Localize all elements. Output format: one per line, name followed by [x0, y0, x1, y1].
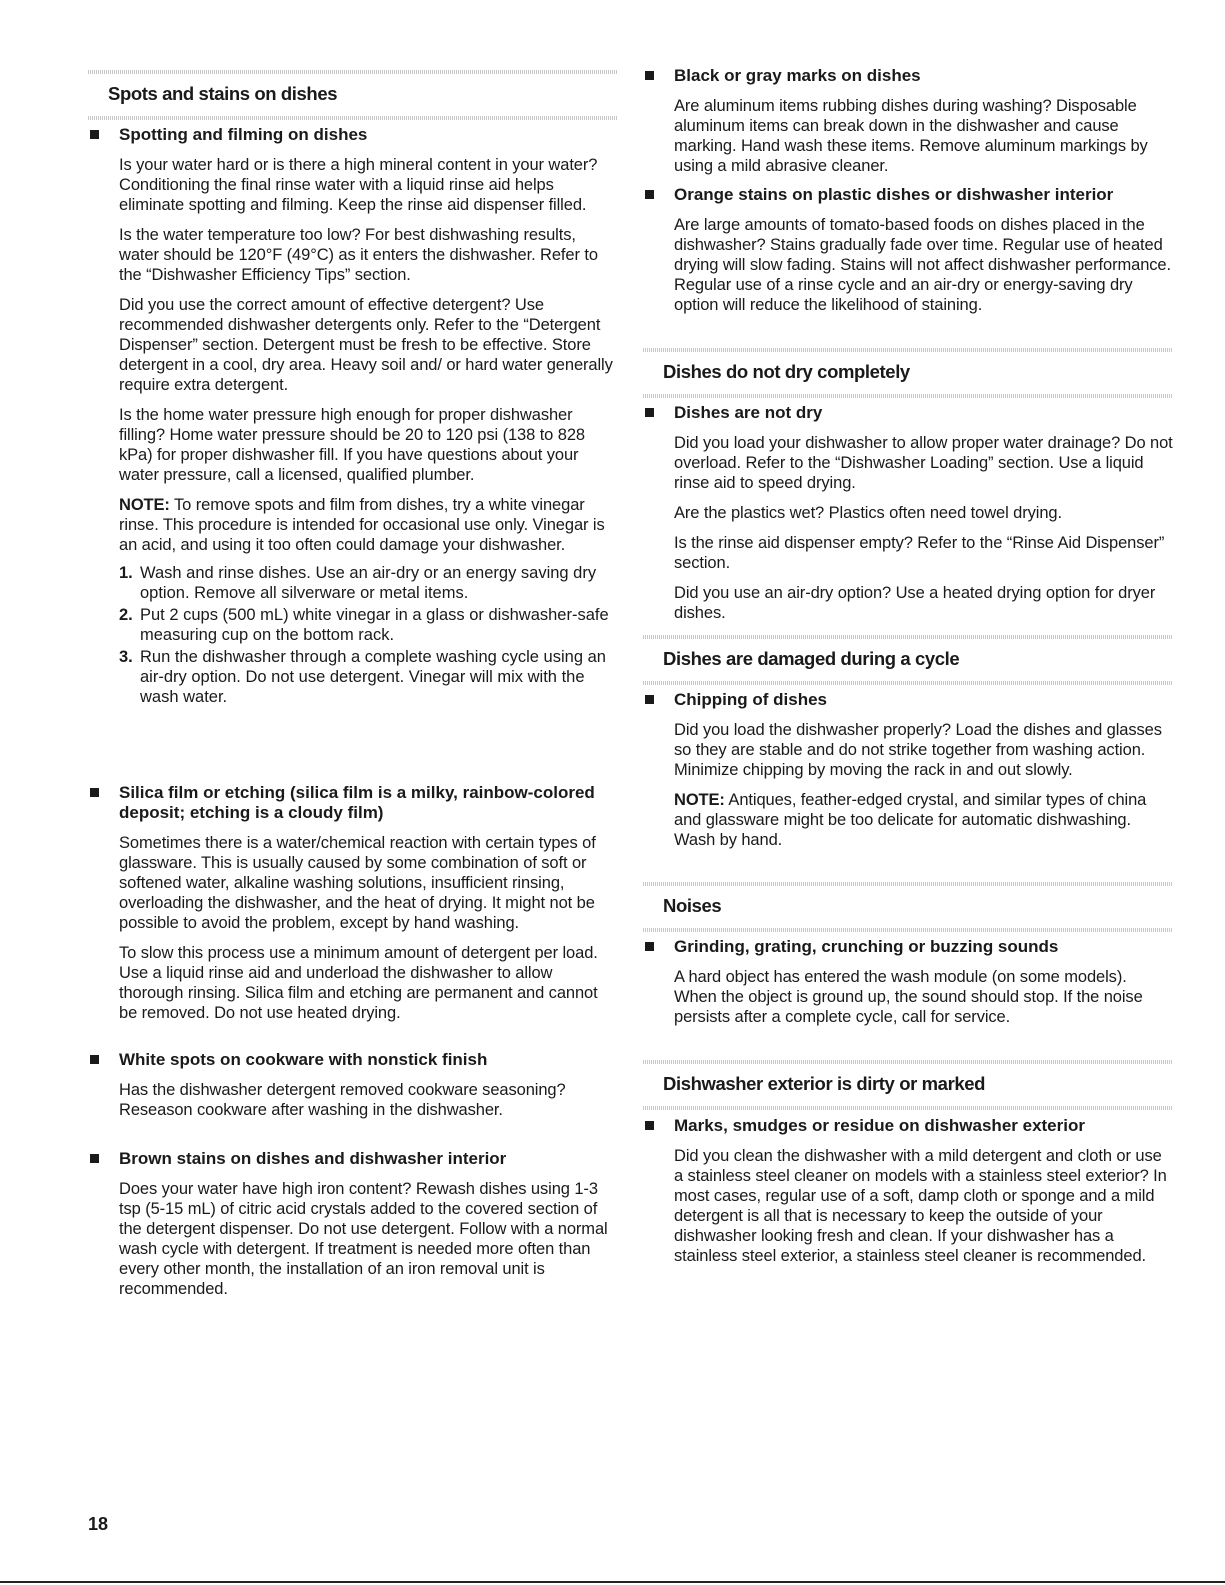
troubleshoot-item: [643, 690, 1173, 850]
section-title: Spots and stains on dishes: [108, 83, 338, 104]
item-title: Grinding, grating, crunching or buzzing sounds: [674, 937, 1059, 956]
note-label: NOTE:: [674, 791, 725, 809]
troubleshoot-item: [643, 66, 1173, 176]
note-paragraph: [674, 790, 1173, 850]
item-title: Dishes are not dry: [674, 403, 823, 422]
step-item: [119, 563, 618, 603]
section-title: Dishes do not dry completely: [663, 361, 910, 382]
item-title: White spots on cookware with nonstick finish: [119, 1050, 488, 1069]
section-title: Dishwasher exterior is dirty or marked: [663, 1073, 986, 1094]
paragraph: Did you clean the dishwasher with a mild detergent and cloth or use a stainless steel cleaner on models with a stainless steel exterior? In most cases, regular use of a soft, damp cloth or sponge and a mild detergent is all that is necessary to keep the outside of your dishwasher looking fresh and clean. If your dishwasher has a stainless steel exterior, a stainless steel cleaner is recommended.: [674, 1147, 1167, 1265]
dotted-rule: [643, 348, 1173, 352]
troubleshoot-item: [88, 783, 618, 1023]
troubleshoot-item: [643, 185, 1173, 315]
step-text: Run the dishwasher through a complete washing cycle using an air-dry option. Do not use detergent. Vinegar will mix with the wash water.: [140, 648, 606, 706]
troubleshoot-item: [643, 937, 1173, 1027]
bullet-square-icon: [645, 695, 654, 704]
bullet-square-icon: [90, 130, 99, 139]
section-header-damaged: [643, 635, 1173, 685]
item-title: Brown stains on dishes and dishwasher interior: [119, 1149, 507, 1168]
step-text: Wash and rinse dishes. Use an air-dry or an energy saving dry option. Remove all silverware or metal items.: [140, 564, 597, 602]
section-header-noises: [643, 882, 1173, 932]
dotted-rule: [643, 928, 1173, 932]
section-title: Noises: [663, 895, 722, 916]
paragraph: Are aluminum items rubbing dishes during washing? Disposable aluminum items can break down in the dishwasher and cause marking. Hand wash these items. Remove aluminum markings by using a mild abrasive cleaner.: [674, 97, 1148, 175]
item-title: Orange stains on plastic dishes or dishwasher interior: [674, 185, 1114, 204]
section-title: Dishes are damaged during a cycle: [663, 648, 960, 669]
troubleshoot-item: [643, 403, 1173, 623]
note-text: To remove spots and film from dishes, try a white vinegar rinse. This procedure is intended for occasional use only. Vinegar is an acid, and using it too often could damage your dishwasher.: [119, 496, 605, 554]
paragraph: Is the rinse aid dispenser empty? Refer to the “Rinse Aid Dispenser” section.: [674, 534, 1165, 572]
dotted-rule: [88, 116, 618, 120]
item-title: Spotting and filming on dishes: [119, 125, 368, 144]
dotted-rule: [88, 70, 618, 74]
dotted-rule: [643, 1106, 1173, 1110]
paragraph: Sometimes there is a water/chemical reaction with certain types of glassware. This is usually caused by some combination of soft or softened water, alkaline washing solutions, insufficient rinsing, overloading the dishwasher, and the heat of drying. It might not be possible to avoid the problem, except by hand washing.: [119, 834, 596, 932]
steps-list: [119, 563, 618, 707]
paragraph: To slow this process use a minimum amount of detergent per load. Use a liquid rinse aid and underload the dishwasher to allow thorough rinsing. Silica film and etching are permanent and cannot be removed. Do not use heated drying.: [119, 944, 598, 1022]
section-header-spots: [88, 70, 618, 120]
paragraph: Did you use an air-dry option? Use a heated drying option for dryer dishes.: [674, 584, 1156, 622]
item-title: Chipping of dishes: [674, 690, 827, 709]
note-text: Antiques, feather-edged crystal, and similar types of china and glassware might be too delicate for automatic dishwashing. Wash by hand.: [674, 791, 1147, 849]
dotted-rule: [643, 681, 1173, 685]
troubleshoot-item: [88, 1149, 618, 1299]
section-header-exterior: [643, 1060, 1173, 1110]
paragraph: Is the home water pressure high enough for proper dishwasher filling? Home water pressure should be 20 to 120 psi (138 to 828 kPa) for proper dishwasher fill. If you have questions about your water pressure, call a licensed, qualified plumber.: [119, 406, 585, 484]
step-number: 3.: [119, 648, 133, 666]
step-number: 2.: [119, 606, 133, 624]
note-paragraph: [119, 495, 618, 555]
step-item: [119, 605, 618, 645]
dotted-rule: [643, 394, 1173, 398]
note-label: NOTE:: [119, 496, 170, 514]
step-item: [119, 647, 618, 707]
item-title: Silica film or etching (silica film is a milky, rainbow-colored deposit; etching is a cloudy film): [119, 783, 595, 822]
dotted-rule: [643, 882, 1173, 886]
paragraph: Did you use the correct amount of effective detergent? Use recommended dishwasher detergents only. Refer to the “Detergent Dispenser” section. Detergent must be fresh to be effective. Store detergent in a cool, dry area. Heavy soil and/ or hard water generally require extra detergent.: [119, 296, 613, 394]
bullet-square-icon: [645, 190, 654, 199]
page-number: 18: [88, 1514, 109, 1534]
troubleshoot-item: [88, 1050, 618, 1120]
bullet-square-icon: [90, 788, 99, 797]
paragraph: Does your water have high iron content? Rewash dishes using 1-3 tsp (5-15 mL) of citric acid crystals added to the covered section of the detergent dispenser. Do not use detergent. Follow with a normal wash cycle with detergent. If treatment is needed more often than every other month, the installation of an iron removal unit is recommended.: [119, 1180, 608, 1298]
bullet-square-icon: [645, 1121, 654, 1130]
item-title: Black or gray marks on dishes: [674, 66, 921, 85]
paragraph: Is the water temperature too low? For best dishwashing results, water should be 120°F (49°C) as it enters the dishwasher. Refer to the “Dishwasher Efficiency Tips” section.: [119, 226, 598, 284]
paragraph: Is your water hard or is there a high mineral content in your water? Conditioning the final rinse water with a liquid rinse aid helps eliminate spotting and filming. Keep the rinse aid dispenser filled.: [119, 156, 598, 214]
bullet-square-icon: [645, 942, 654, 951]
step-text: Put 2 cups (500 mL) white vinegar in a glass or dishwasher-safe measuring cup on the bottom rack.: [140, 606, 609, 644]
paragraph: Are large amounts of tomato-based foods on dishes placed in the dishwasher? Stains gradually fade over time. Regular use of heated drying will slow fading. Stains will not affect dishwasher performance. Regular use of a rinse cycle and an air-dry or energy-saving dry option will reduce the likelihood of staining.: [674, 216, 1171, 314]
bullet-square-icon: [90, 1055, 99, 1064]
dotted-rule: [643, 635, 1173, 639]
paragraph: Did you load your dishwasher to allow proper water drainage? Do not overload. Refer to the “Dishwasher Loading” section. Use a liquid rinse aid to speed drying.: [674, 434, 1173, 492]
item-title: Marks, smudges or residue on dishwasher exterior: [674, 1116, 1085, 1135]
bullet-square-icon: [90, 1154, 99, 1163]
bullet-square-icon: [645, 408, 654, 417]
troubleshoot-item: [88, 125, 618, 709]
dotted-rule: [643, 1060, 1173, 1064]
step-number: 1.: [119, 564, 133, 582]
bullet-square-icon: [645, 71, 654, 80]
paragraph: Are the plastics wet? Plastics often need towel drying.: [674, 504, 1062, 522]
paragraph: A hard object has entered the wash module (on some models). When the object is ground up, the sound should stop. If the noise persists after a complete cycle, call for service.: [674, 968, 1143, 1026]
paragraph: Has the dishwasher detergent removed cookware seasoning? Reseason cookware after washing in the dishwasher.: [119, 1081, 566, 1119]
paragraph: Did you load the dishwasher properly? Load the dishes and glasses so they are stable and do not strike together from washing action. Minimize chipping by moving the rack in and out slowly.: [674, 721, 1162, 779]
page-bottom-rule: [0, 1581, 1225, 1583]
troubleshoot-item: [643, 1116, 1173, 1266]
section-header-dry: [643, 348, 1173, 398]
